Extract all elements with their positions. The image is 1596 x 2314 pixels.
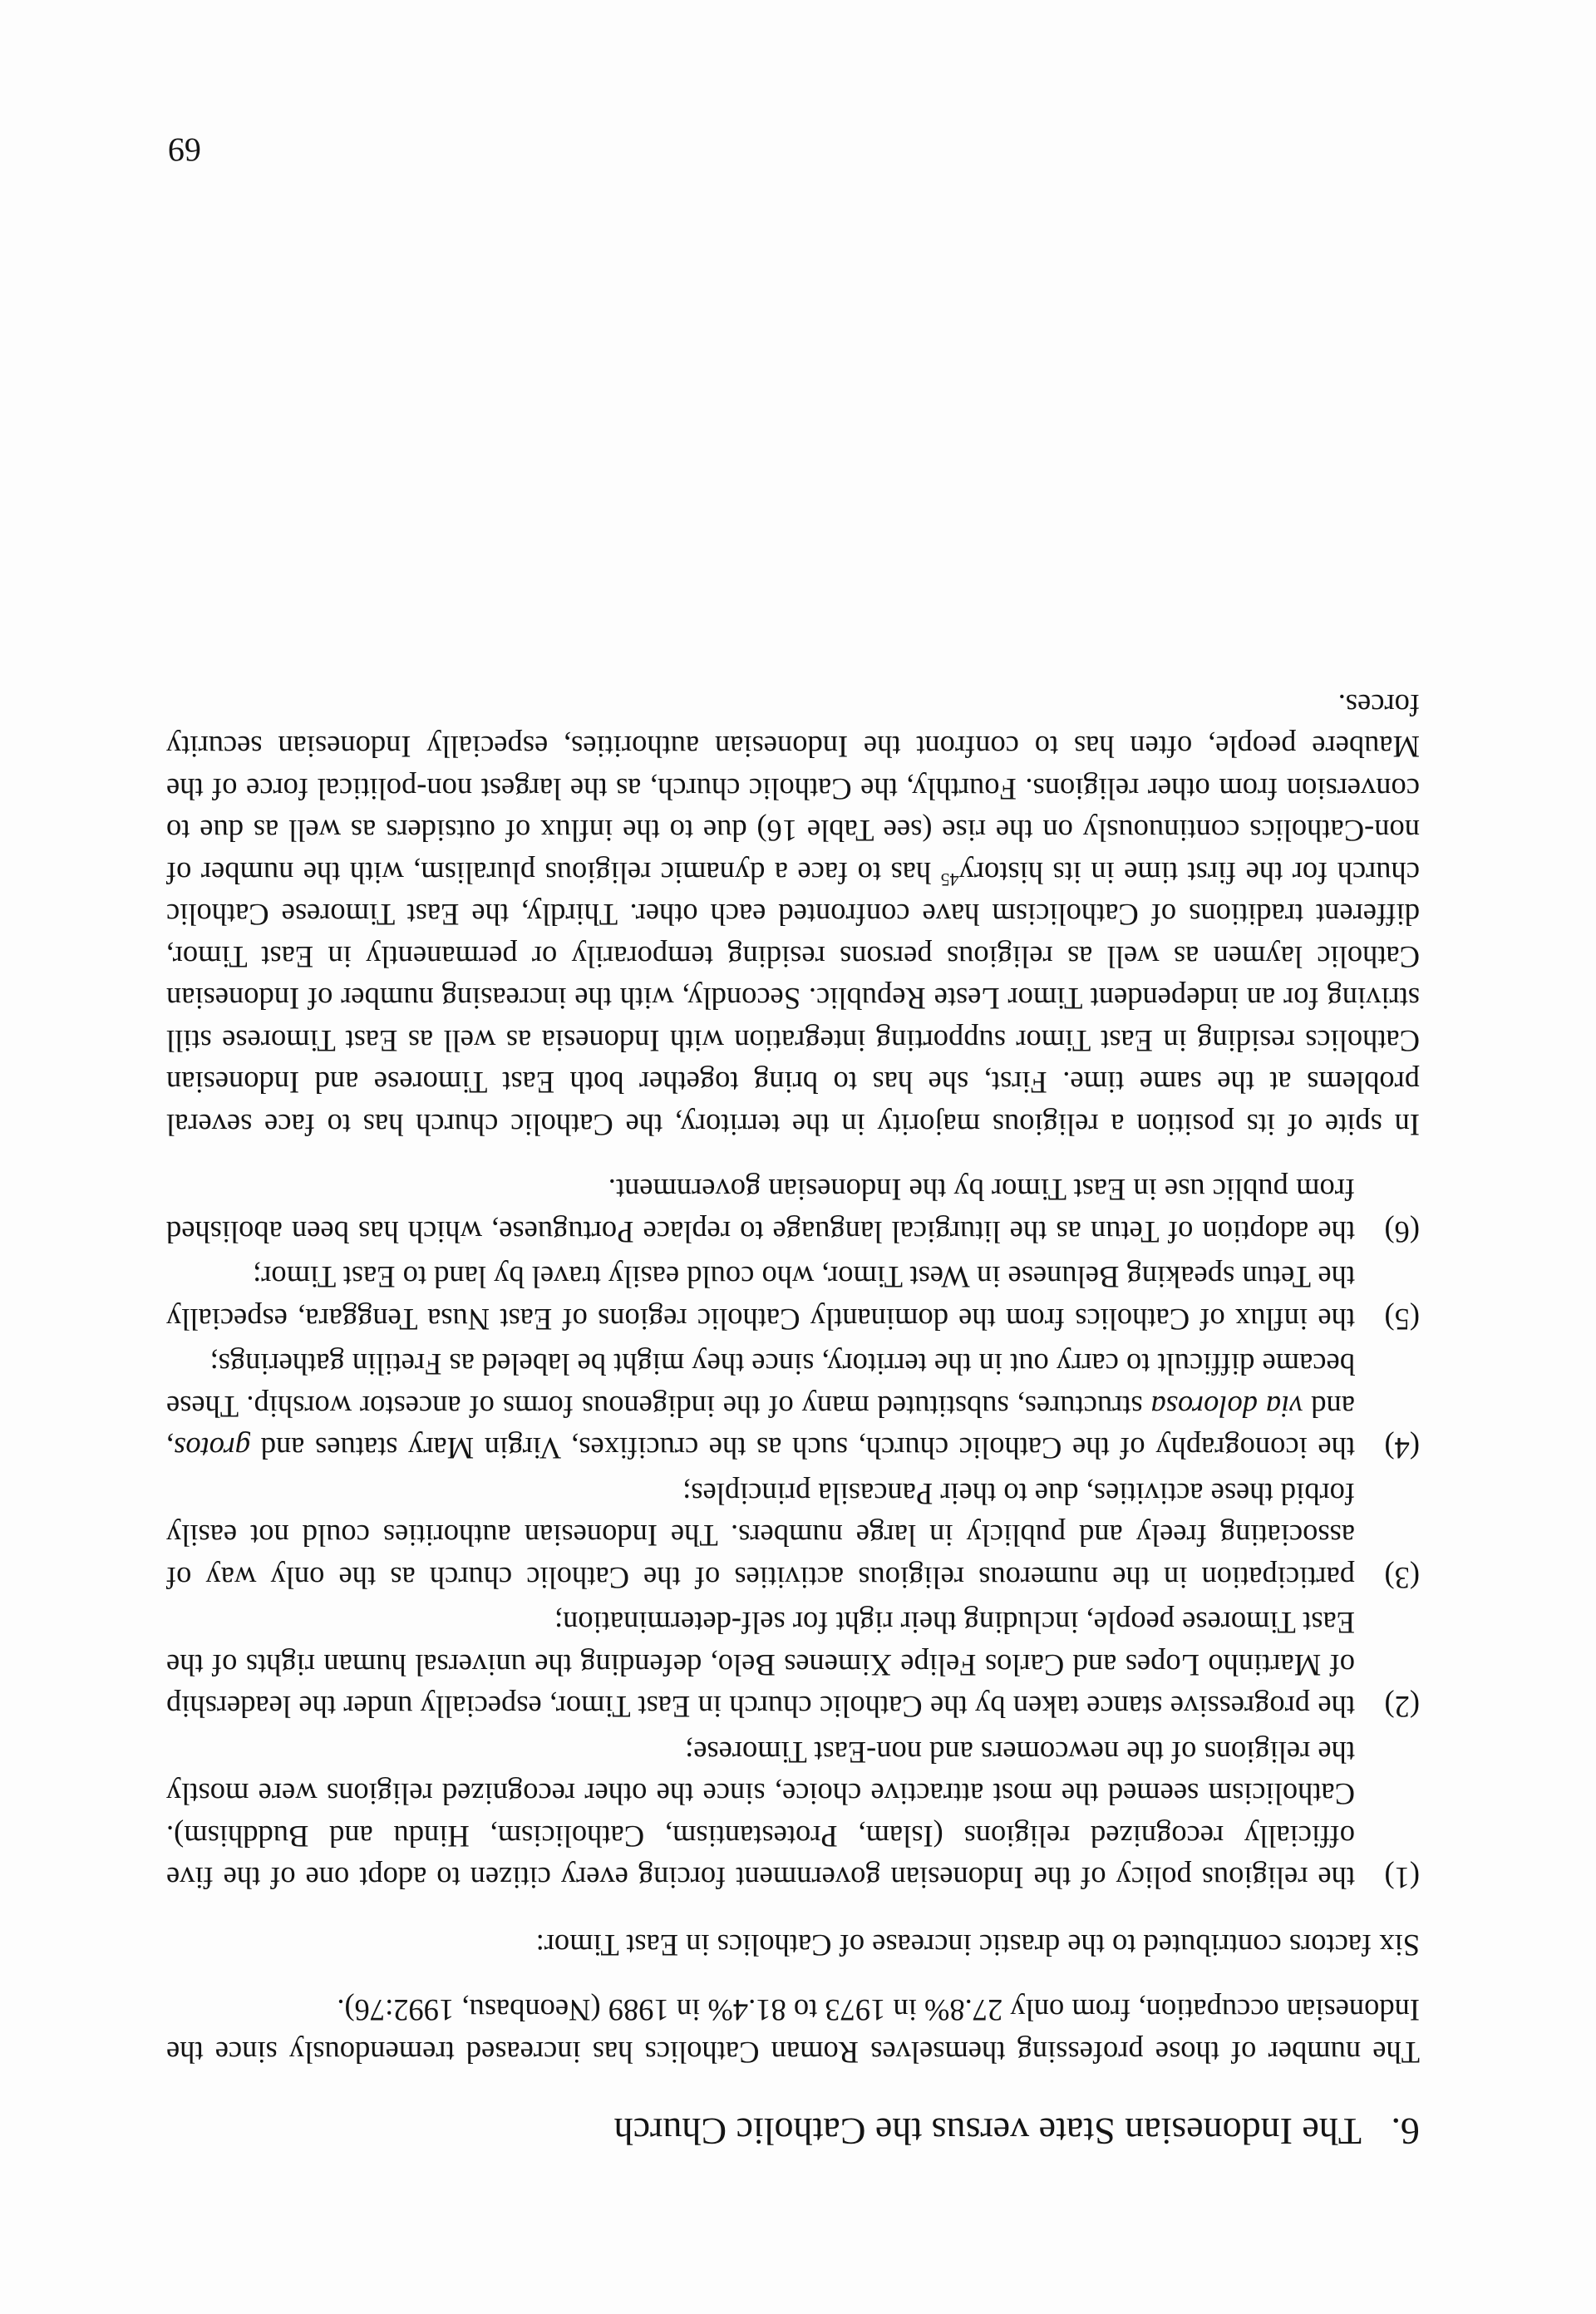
section-heading <box>166 2108 1420 2154</box>
closing-text-part: has to face a dynamic religious pluralism, with the number of non-Catholics continuously on the rise (see Table 16) due to the influx of outsiders as well as due to conversion from other religions. Fourthly, the Catholic church, as the largest non-political force of the Maubere people, often has to confront the Indonesian authorities, especially Indonesian security forces. <box>166 688 1420 890</box>
factor-label: (2) <box>1384 1690 1420 1725</box>
factor-text: the progressive stance taken by the Catholic church in East Timor, especially under the leadership of Martinho Lopes and Carlos Felipe Ximenes Belo, defending the universal human rights of the East Timorese people, including their right for self-determination; <box>166 1606 1355 1725</box>
factor-text: the religious policy of the Indonesian government forcing every citizen to adopt one of the five officially recognized religions (Islam, Protestantism, Catholicism, Hindu and Buddhism). Catholicism seemed the most attractive choice, since the other recognized religions were mostly the religions of the newcomers and non-East Timorese; <box>166 1736 1355 1896</box>
factor-text-part: the iconography of the Catholic church, such as the crucifixes, Virgin Mary statues and <box>250 1431 1355 1466</box>
closing-paragraph <box>166 684 1420 1146</box>
factors-lead: Six factors contributed to the drastic increase of Catholics in East Timor: <box>535 1928 1420 1962</box>
factor-text: the influx of Catholics from the dominantly Catholic regions of East Nusa Tenggara, especially the Tetun speaking Belunese in West Timor, who could easily travel by land to East Timor; <box>166 1260 1355 1337</box>
section-title: The Indonesian State versus the Catholic Church <box>613 2110 1362 2153</box>
section-number: 6. <box>1391 2110 1420 2153</box>
closing-text-part: In spite of its position a religious majority in the territory, the Catholic church has to face several problems at the same time. First, she has to bring together both East Timorese and Indonesian Catholics residing in East Timor supporting integration with Indonesia as well as East Timorese still striving for an independent Timor Leste Republic. Secondly, with the increasing number of Indonesian Catholic laymen as well as religious persons residing temporarily or permanently in East Timor, different traditions of Catholicism have confronted each other. Thirdly, the East Timorese Catholic church for the first time in its history <box>166 856 1420 1142</box>
footnote-marker: 45 <box>940 869 959 891</box>
factor-text-part: , and <box>166 1390 1355 1466</box>
factor-text: participation in the numerous religious activities of the Catholic church as the only way of associating freely and publicly in large numbers. The Indonesian authorities could not easily forbid these activities, due to their Pancasila principles; <box>166 1477 1355 1595</box>
factor-item-5 <box>166 1256 1420 1340</box>
factor-italic-term: via dolorosa <box>1150 1390 1303 1424</box>
factor-item-4 <box>166 1343 1420 1470</box>
factor-text: the adoption of Tetun as the liturgical language to replace Portuguese, which has been abolished from public use in East Timor by the Indonesian government. <box>166 1173 1355 1249</box>
factor-label: (1) <box>1384 1861 1420 1896</box>
factor-item-6 <box>166 1169 1420 1253</box>
factor-item-2 <box>166 1602 1420 1728</box>
intro-paragraph: The number of those professing themselves Roman Catholics has increased tremendously since the Indonesian occupation, from only 27.8% in 1973 to 81.4% in 1989 (Neonbasu, 1992:76). <box>166 1993 1420 2070</box>
factor-item-3 <box>166 1473 1420 1599</box>
page-number: 69 <box>168 131 201 169</box>
factor-label: (4) <box>1384 1431 1420 1466</box>
page-content <box>166 684 1420 2155</box>
factor-label: (6) <box>1384 1215 1420 1249</box>
factor-item-1 <box>166 1731 1420 1899</box>
factor-italic-term: grotos <box>174 1431 251 1466</box>
factor-text <box>166 1343 1355 1470</box>
factor-label: (3) <box>1384 1561 1420 1595</box>
factor-label: (5) <box>1384 1302 1420 1337</box>
factor-text-part: structures, substituted many of the indigenous forms of ancestor worship. These became difficult to carry out in the territory, since they might be labeled as Fretilin gatherings; <box>166 1347 1355 1424</box>
factors-list <box>166 1169 1420 1899</box>
